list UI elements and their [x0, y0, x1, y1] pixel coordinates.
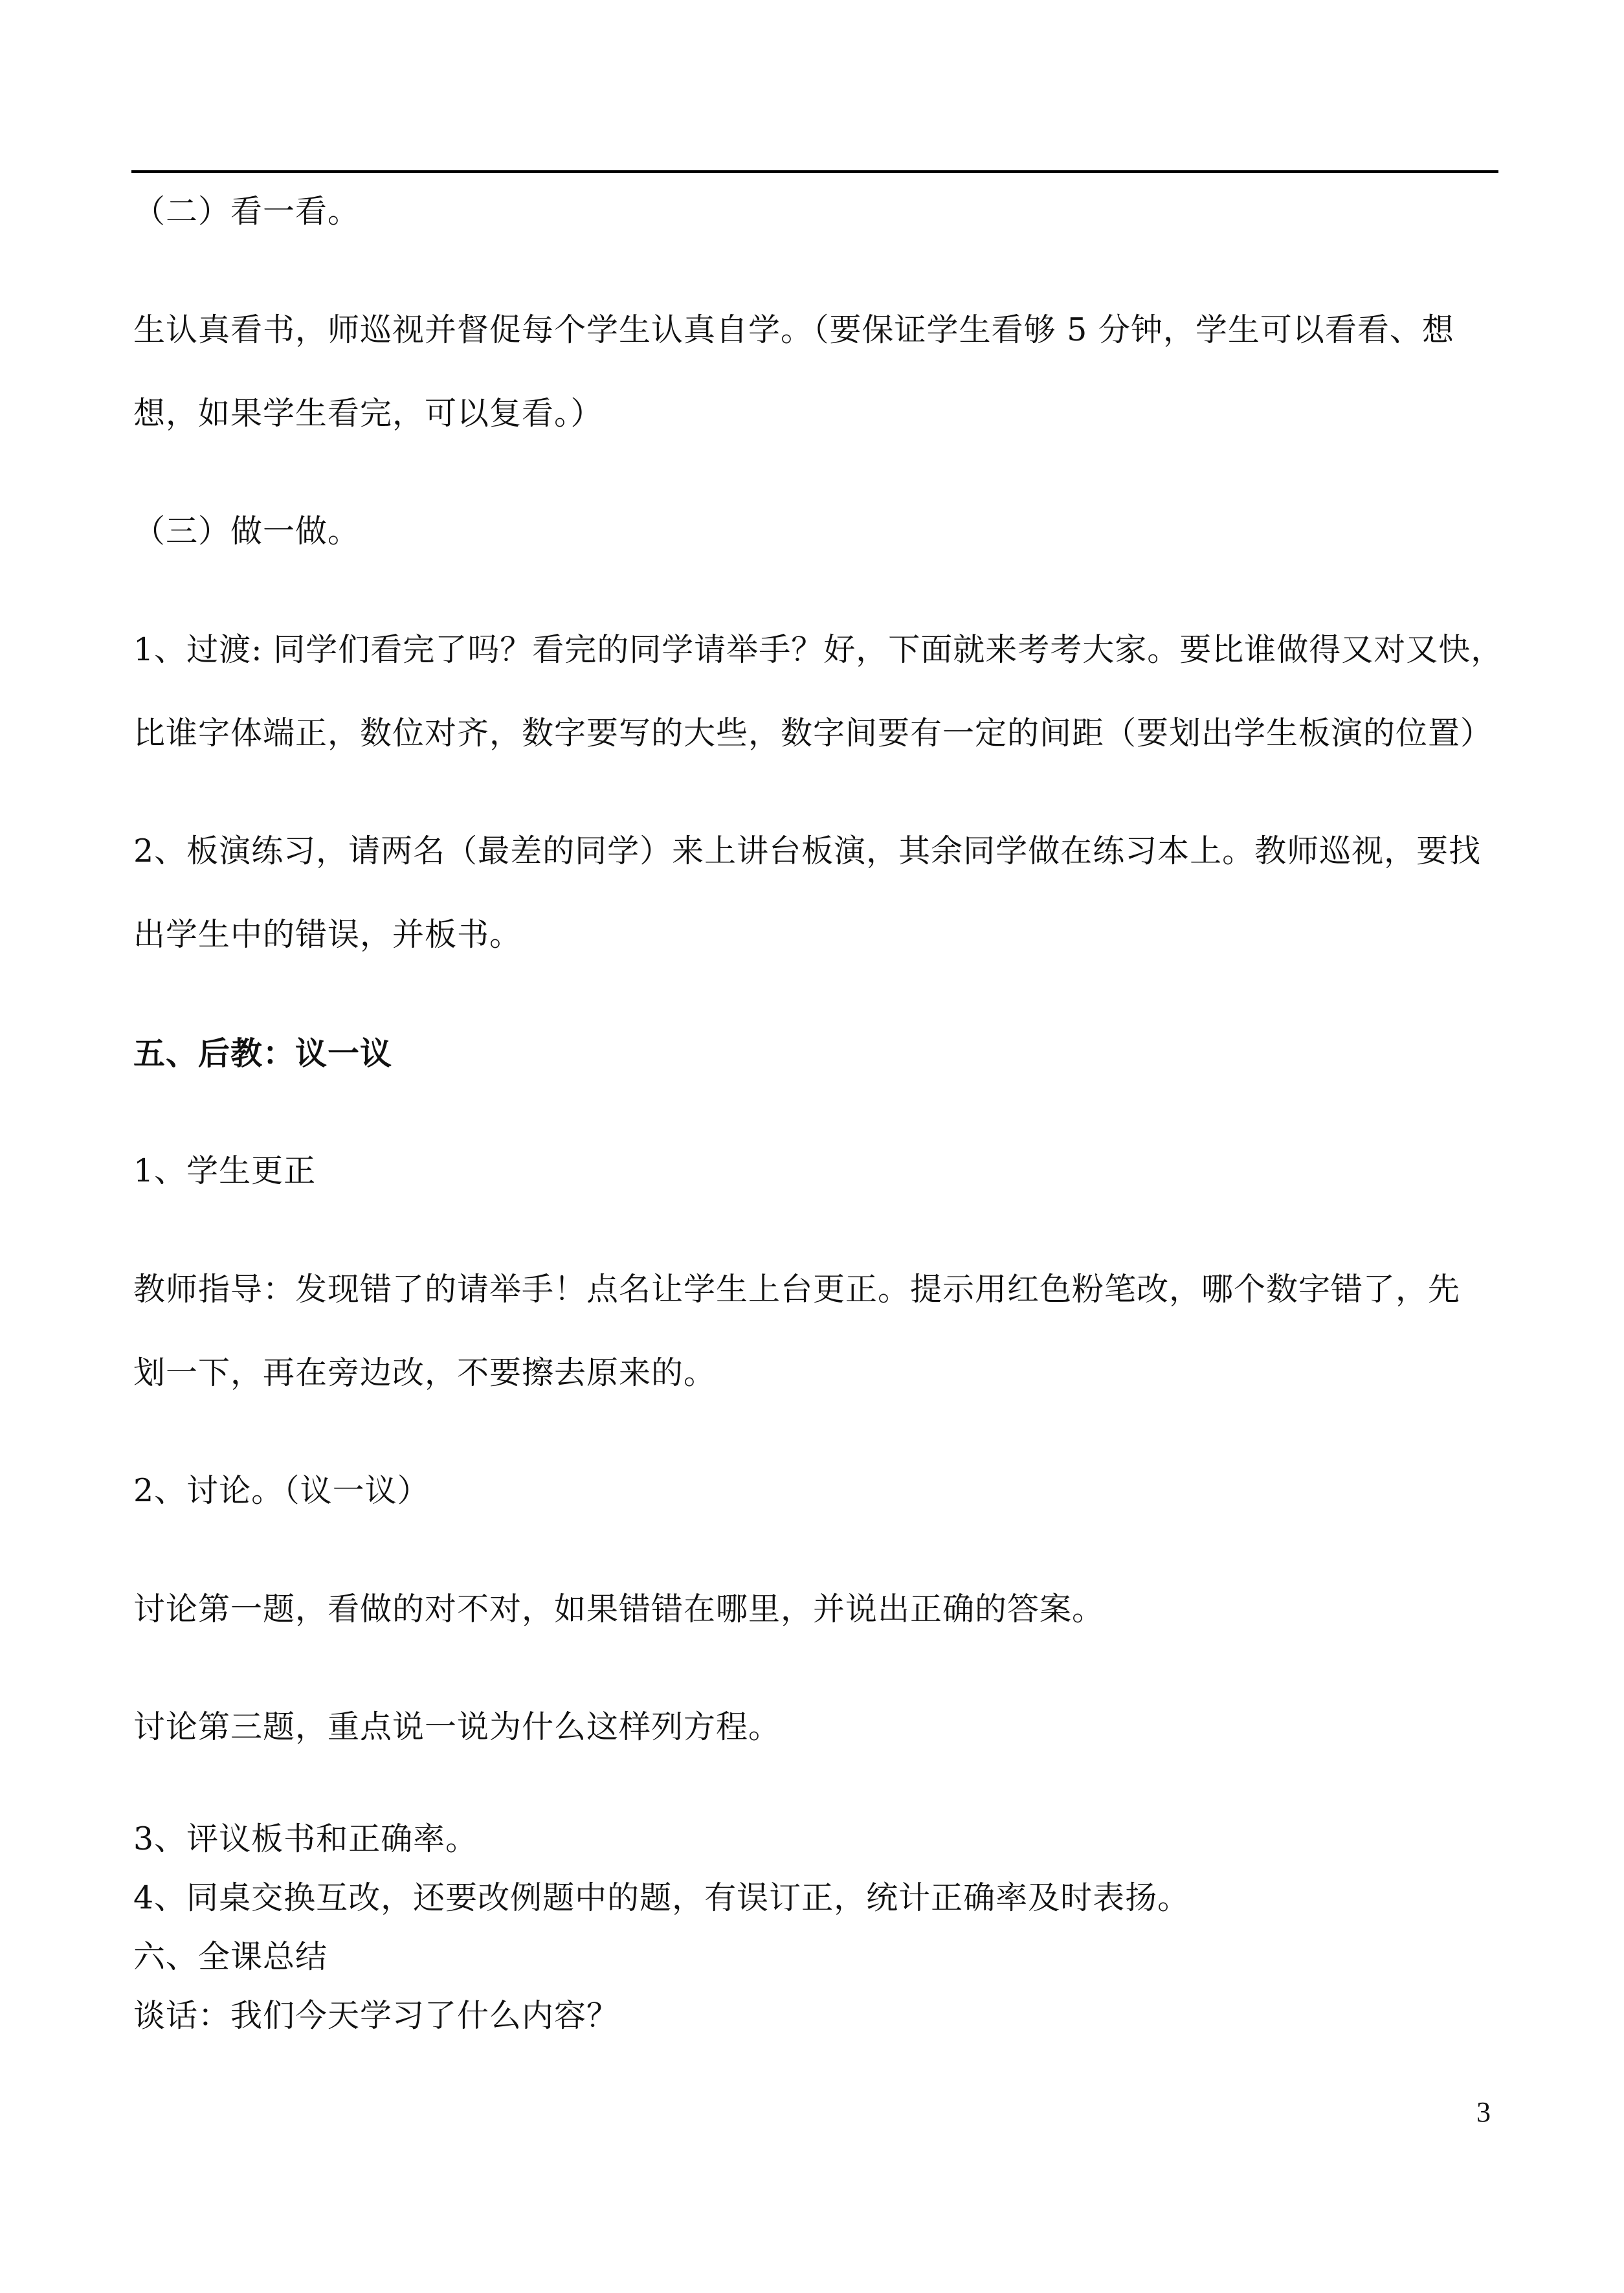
section-heading-discuss: 五、后教：议一议	[133, 1035, 393, 1072]
paragraph-line: 想，如果学生看完，可以复看。）	[133, 395, 603, 432]
paragraph-line: 讨论第三题，重点说一说为什么这样列方程。	[133, 1708, 781, 1745]
subsection-heading-look: （二）看一看。	[133, 193, 361, 230]
paragraph-line: 比谁字体端正，数位对齐，数字要写的大些，数字间要有一定的间距（要划出学生板演的位置）	[133, 715, 1493, 752]
list-item: 4、同桌交换互改，还要改例题中的题，有误订正，统计正确率及时表扬。	[133, 1879, 1190, 1916]
paragraph-line: 教师指导：发现错了的请举手！点名让学生上台更正。提示用红色粉笔改，哪个数字错了，先	[133, 1271, 1461, 1308]
header-rule	[131, 170, 1498, 173]
subsection-heading-do: （三）做一做。	[133, 513, 361, 550]
paragraph-line: 生认真看书，师巡视并督促每个学生认真自学。（要保证学生看够 5 分钟，学生可以看看、想	[133, 311, 1454, 348]
paragraph-line: 谈话：我们今天学习了什么内容？	[133, 1997, 619, 2034]
paragraph-line: 讨论第一题，看做的对不对，如果错错在哪里，并说出正确的答案。	[133, 1591, 1105, 1627]
paragraph-line: 出学生中的错误，并板书。	[133, 916, 522, 953]
paragraph-line: 划一下，再在旁边改，不要擦去原来的。	[133, 1354, 717, 1391]
list-item: 2、讨论。（议一议）	[133, 1472, 430, 1509]
list-item: 1、学生更正	[133, 1152, 317, 1189]
paragraph-line: 1、过渡: 同学们看完了吗？看完的同学请举手？好，下面就来考考大家。要比谁做得又对又快，	[133, 631, 1504, 668]
paragraph-line: 2、板演练习，请两名（最差的同学）来上讲台板演，其余同学做在练习本上。教师巡视，要找	[133, 833, 1482, 869]
section-heading-summary: 六、全课总结	[133, 1938, 328, 1975]
list-item: 3、评议板书和正确率。	[133, 1820, 478, 1857]
page-number: 3	[1476, 2096, 1491, 2128]
